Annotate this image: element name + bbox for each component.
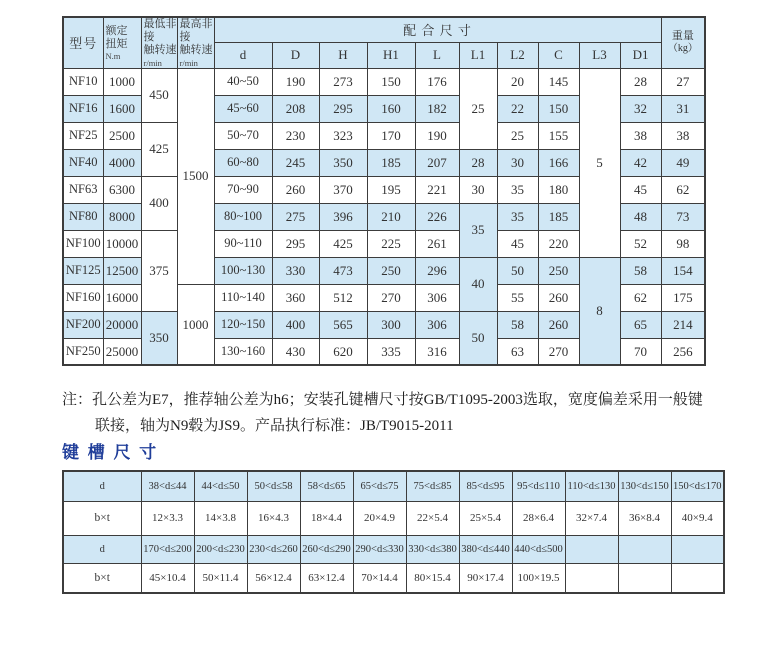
keyway-value: 32×7.4 [565,501,618,535]
cell-model: NF125 [63,257,103,284]
cell-d: 60~80 [214,149,272,176]
header-max-speed-line2: 触转速 [179,44,213,57]
cell-d: 40~50 [214,68,272,95]
cell-H1: 150 [367,68,415,95]
cell-weight: 256 [661,338,705,365]
cell-min-speed: 450 [141,68,177,122]
cell-D1: 65 [620,311,661,338]
cell-H: 295 [319,95,367,122]
header-min-speed-line2: 触转速 [143,44,177,57]
cell-H1: 210 [367,203,415,230]
cell-L2: 30 [497,149,538,176]
footnote-line2: 联接，轴为N9毂为JS9。产品执行标准：JB/T9015-2011 [95,417,454,434]
keyway-range-row-1 [63,471,724,501]
cell-C: 185 [538,203,579,230]
cell-D: 330 [272,257,319,284]
cell-L2: 63 [497,338,538,365]
cell-model: NF63 [63,176,103,203]
cell-D: 295 [272,230,319,257]
cell-weight: 27 [661,68,705,95]
subheader-H1: H1 [367,42,415,68]
cell-D1: 58 [620,257,661,284]
cell-D1: 32 [620,95,661,122]
cell-min-speed: 425 [141,122,177,176]
cell-torque: 10000 [103,230,141,257]
header-torque [103,17,141,68]
cell-weight: 31 [661,95,705,122]
cell-L1: 30 [459,176,497,203]
coupling-spec-table [62,16,706,366]
cell-d: 90~110 [214,230,272,257]
subheader-D1: D1 [620,42,661,68]
subheader-H: H [319,42,367,68]
keyway-value: 12×3.3 [141,501,194,535]
cell-H: 273 [319,68,367,95]
header-min-speed [141,17,177,68]
cell-model: NF160 [63,284,103,311]
cell-torque: 8000 [103,203,141,230]
cell-min-speed: 400 [141,176,177,230]
keyway-range: 130<d≤150 [618,471,671,501]
subheader-L: L [415,42,459,68]
cell-model: NF25 [63,122,103,149]
cell-D1: 70 [620,338,661,365]
cell-H1: 250 [367,257,415,284]
keyway-label-bxt: b×t [63,501,141,535]
cell-L: 306 [415,311,459,338]
cell-H: 425 [319,230,367,257]
keyway-value: 40×9.4 [671,501,724,535]
keyway-value: 14×3.8 [194,501,247,535]
subheader-L2: L2 [497,42,538,68]
header-fit-dimensions: 配 合 尺 寸 [214,17,661,42]
cell-D1: 52 [620,230,661,257]
keyway-value: 36×8.4 [618,501,671,535]
subheader-L1: L1 [459,42,497,68]
keyway-range: 85<d≤95 [459,471,512,501]
keyway-value: 16×4.3 [247,501,300,535]
keyway-range: 58<d≤65 [300,471,353,501]
keyway-value: 70×14.4 [353,563,406,593]
cell-d: 80~100 [214,203,272,230]
keyway-value: 18×4.4 [300,501,353,535]
cell-weight: 38 [661,122,705,149]
keyway-range: 200<d≤230 [194,535,247,563]
cell-H1: 335 [367,338,415,365]
cell-torque: 4000 [103,149,141,176]
cell-L1: 25 [459,68,497,149]
header-weight [661,17,705,68]
cell-weight: 49 [661,149,705,176]
cell-C: 250 [538,257,579,284]
cell-model: NF250 [63,338,103,365]
keyway-value: 50×11.4 [194,563,247,593]
keyway-range: 330<d≤380 [406,535,459,563]
cell-H: 396 [319,203,367,230]
header-max-speed [177,17,214,68]
keyway-label-d: d [63,535,141,563]
keyway-range [618,535,671,563]
keyway-value: 25×5.4 [459,501,512,535]
cell-C: 166 [538,149,579,176]
cell-weight: 73 [661,203,705,230]
cell-torque: 2500 [103,122,141,149]
cell-L: 182 [415,95,459,122]
cell-H1: 225 [367,230,415,257]
header-torque-unit: N.m [105,50,121,61]
cell-D1: 28 [620,68,661,95]
cell-L: 176 [415,68,459,95]
cell-d: 130~160 [214,338,272,365]
header-weight-line2: （kg） [667,43,698,55]
keyway-range: 170<d≤200 [141,535,194,563]
cell-d: 110~140 [214,284,272,311]
cell-D1: 45 [620,176,661,203]
header-min-speed-line1: 最低非接 [143,18,177,44]
keyway-range: 150<d≤170 [671,471,724,501]
cell-D1: 62 [620,284,661,311]
cell-L2: 35 [497,203,538,230]
cell-D: 275 [272,203,319,230]
cell-d: 120~150 [214,311,272,338]
cell-L2: 45 [497,230,538,257]
cell-weight: 214 [661,311,705,338]
cell-L2: 35 [497,176,538,203]
cell-torque: 25000 [103,338,141,365]
cell-H: 323 [319,122,367,149]
cell-L1: 50 [459,311,497,365]
cell-H1: 170 [367,122,415,149]
keyway-value: 45×10.4 [141,563,194,593]
subheader-D: D [272,42,319,68]
keyway-value: 22×5.4 [406,501,459,535]
keyway-range: 95<d≤110 [512,471,565,501]
cell-L2: 55 [497,284,538,311]
subheader-L3: L3 [579,42,620,68]
cell-weight: 154 [661,257,705,284]
header-min-speed-unit: r/min [143,57,162,68]
cell-H: 512 [319,284,367,311]
subheader-C: C [538,42,579,68]
cell-D: 360 [272,284,319,311]
cell-H: 370 [319,176,367,203]
cell-model: NF80 [63,203,103,230]
keyway-label-bxt: b×t [63,563,141,593]
keyway-range: 440<d≤500 [512,535,565,563]
keyway-value-row-1 [63,501,724,535]
header-torque-line1: 额定 [105,24,128,37]
keyway-range: 230<d≤260 [247,535,300,563]
cell-L3: 8 [579,257,620,365]
cell-torque: 16000 [103,284,141,311]
cell-L2: 22 [497,95,538,122]
cell-H1: 300 [367,311,415,338]
cell-H1: 160 [367,95,415,122]
cell-D1: 48 [620,203,661,230]
cell-L: 226 [415,203,459,230]
cell-L2: 25 [497,122,538,149]
keyway-range: 44<d≤50 [194,471,247,501]
cell-H: 350 [319,149,367,176]
cell-min-speed: 375 [141,230,177,311]
footnote [62,388,714,439]
keyway-value: 56×12.4 [247,563,300,593]
keyway-value: 80×15.4 [406,563,459,593]
cell-model: NF40 [63,149,103,176]
cell-L: 261 [415,230,459,257]
keyway-value: 100×19.5 [512,563,565,593]
cell-L: 207 [415,149,459,176]
keyway-value: 20×4.9 [353,501,406,535]
cell-L: 296 [415,257,459,284]
cell-torque: 20000 [103,311,141,338]
cell-L2: 58 [497,311,538,338]
cell-L1: 40 [459,257,497,311]
cell-d: 70~90 [214,176,272,203]
keyway-range: 50<d≤58 [247,471,300,501]
spec-row-nf10 [63,68,705,95]
cell-H: 620 [319,338,367,365]
keyway-range: 380<d≤440 [459,535,512,563]
keyway-value: 63×12.4 [300,563,353,593]
keyway-section-title: 键 槽 尺 寸 [62,443,159,462]
keyway-value [618,563,671,593]
header-torque-line2: 扭矩 [105,37,128,50]
cell-d: 100~130 [214,257,272,284]
header-model: 型号 [63,17,103,68]
cell-weight: 62 [661,176,705,203]
cell-torque: 6300 [103,176,141,203]
cell-torque: 12500 [103,257,141,284]
cell-D: 208 [272,95,319,122]
keyway-label-d: d [63,471,141,501]
cell-D: 245 [272,149,319,176]
keyway-range: 290<d≤330 [353,535,406,563]
cell-D: 190 [272,68,319,95]
keyway-range-row-2 [63,535,724,563]
keyway-dimension-table [62,470,725,594]
cell-max-speed: 1000 [177,284,214,365]
keyway-range [565,535,618,563]
cell-torque: 1600 [103,95,141,122]
cell-C: 260 [538,311,579,338]
keyway-range: 65<d≤75 [353,471,406,501]
keyway-value: 28×6.4 [512,501,565,535]
cell-L1: 35 [459,203,497,257]
keyway-range: 260<d≤290 [300,535,353,563]
keyway-range [671,535,724,563]
keyway-value-row-2 [63,563,724,593]
cell-C: 220 [538,230,579,257]
cell-torque: 1000 [103,68,141,95]
keyway-range: 110<d≤130 [565,471,618,501]
cell-C: 155 [538,122,579,149]
keyway-value [565,563,618,593]
cell-L: 221 [415,176,459,203]
cell-model: NF10 [63,68,103,95]
cell-L: 190 [415,122,459,149]
cell-weight: 175 [661,284,705,311]
cell-C: 260 [538,284,579,311]
cell-model: NF16 [63,95,103,122]
cell-D1: 42 [620,149,661,176]
header-weight-line1: 重量 [671,30,694,43]
cell-L: 316 [415,338,459,365]
cell-C: 145 [538,68,579,95]
cell-C: 150 [538,95,579,122]
header-row-top [63,17,705,42]
cell-d: 45~60 [214,95,272,122]
cell-max-speed: 1500 [177,68,214,284]
cell-H1: 270 [367,284,415,311]
keyway-range: 75<d≤85 [406,471,459,501]
cell-weight: 98 [661,230,705,257]
cell-L3: 5 [579,68,620,257]
cell-L2: 50 [497,257,538,284]
header-max-speed-unit: r/min [179,57,198,68]
cell-D: 230 [272,122,319,149]
cell-C: 270 [538,338,579,365]
cell-L: 306 [415,284,459,311]
cell-d: 50~70 [214,122,272,149]
header-max-speed-line1: 最高非接 [179,18,213,44]
cell-L1: 28 [459,149,497,176]
cell-min-speed: 350 [141,311,177,365]
subheader-d: d [214,42,272,68]
cell-H1: 185 [367,149,415,176]
keyway-value [671,563,724,593]
cell-D: 400 [272,311,319,338]
cell-D1: 38 [620,122,661,149]
footnote-line1: 注：孔公差为E7，推荐轴公差为h6；安装孔键槽尺寸按GB/T1095-2003选取，宽度偏差采用一般键 [62,392,703,408]
cell-D: 430 [272,338,319,365]
cell-H: 565 [319,311,367,338]
cell-model: NF100 [63,230,103,257]
cell-H1: 195 [367,176,415,203]
cell-model: NF200 [63,311,103,338]
cell-H: 473 [319,257,367,284]
cell-L2: 20 [497,68,538,95]
cell-C: 180 [538,176,579,203]
cell-D: 260 [272,176,319,203]
keyway-range: 38<d≤44 [141,471,194,501]
keyway-value: 90×17.4 [459,563,512,593]
